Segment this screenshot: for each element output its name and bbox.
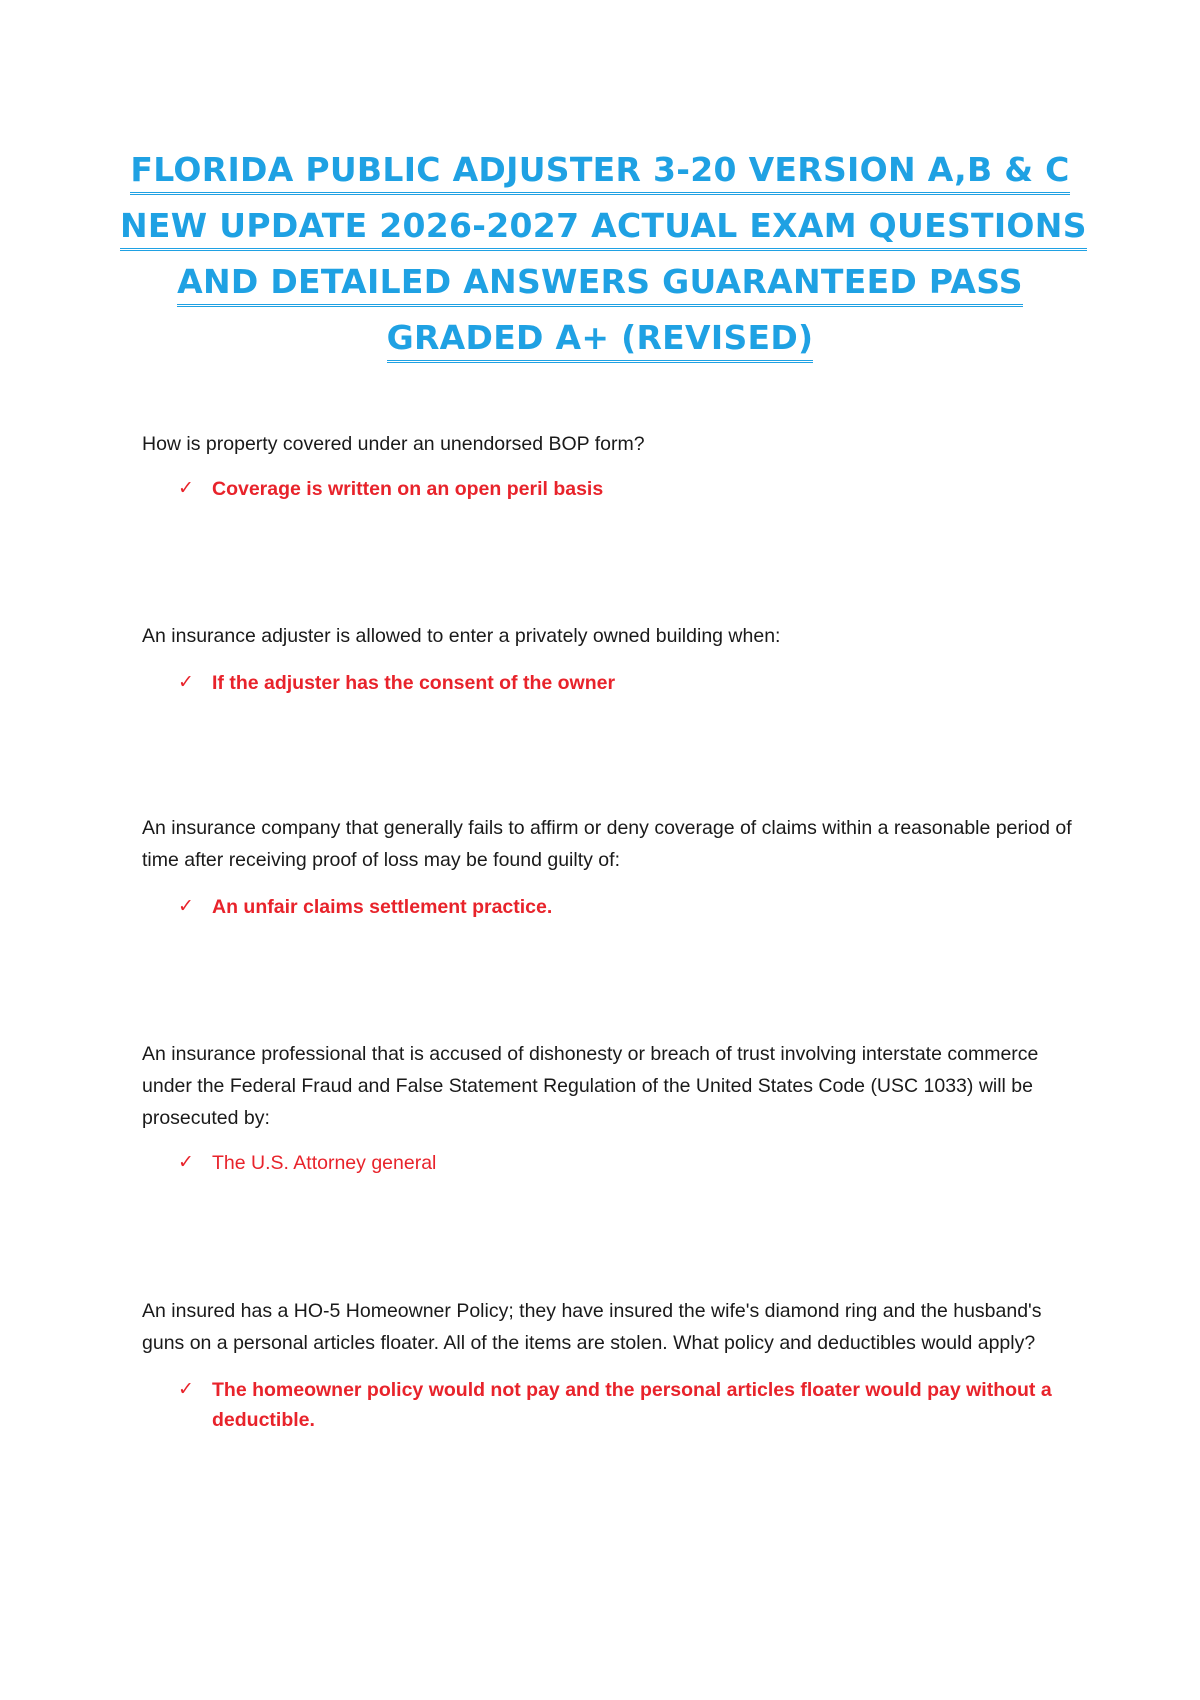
checkmark-icon: ✓ <box>178 895 194 917</box>
qa-item <box>142 1038 1082 1178</box>
question-text: How is property covered under an unendorsed BOP form? <box>142 433 645 455</box>
answer <box>142 668 1082 698</box>
answer <box>142 1148 1082 1178</box>
document-title <box>120 150 1087 374</box>
checkmark-icon: ✓ <box>178 1151 194 1173</box>
answer-text: If the adjuster has the consent of the owner <box>212 672 616 694</box>
answer <box>142 892 1082 922</box>
answer <box>142 474 1082 504</box>
answer <box>142 1375 1082 1435</box>
answer-text: The homeowner policy would not pay and the personal articles floater would pay without a deductible. <box>212 1379 1052 1431</box>
question-text: An insurance professional that is accused of dishonesty or breach of trust involving interstate commerce under the Federal Fraud and False Statement Regulation of the United States Code (USC 1033) will be prosecuted by: <box>142 1043 1039 1129</box>
question-text: An insurance company that generally fails to affirm or deny coverage of claims within a reasonable period of time after receiving proof of loss may be found guilty of: <box>142 817 1072 871</box>
title-line: FLORIDA PUBLIC ADJUSTER 3-20 VERSION A,B & C <box>130 150 1069 195</box>
checkmark-icon: ✓ <box>178 477 194 499</box>
title-line: AND DETAILED ANSWERS GUARANTEED PASS <box>177 262 1023 307</box>
answer-text: An unfair claims settlement practice. <box>212 896 553 918</box>
title-line: NEW UPDATE 2026-2027 ACTUAL EXAM QUESTIONS <box>120 206 1087 251</box>
qa-item <box>142 620 1082 698</box>
checkmark-icon: ✓ <box>178 671 194 693</box>
checkmark-icon: ✓ <box>178 1378 194 1400</box>
question-text: An insurance adjuster is allowed to enter a privately owned building when: <box>142 625 781 647</box>
answer-text: The U.S. Attorney general <box>212 1152 437 1174</box>
qa-item <box>142 428 1082 504</box>
title-line: GRADED A+ (REVISED) <box>387 318 814 363</box>
qa-item <box>142 812 1082 922</box>
qa-item <box>142 1295 1082 1435</box>
question-text: An insured has a HO-5 Homeowner Policy; they have insured the wife's diamond ring and the husband's guns on a personal articles floater. All of the items are stolen. What policy and deductibles would apply? <box>142 1300 1042 1354</box>
answer-text: Coverage is written on an open peril basis <box>212 478 604 500</box>
